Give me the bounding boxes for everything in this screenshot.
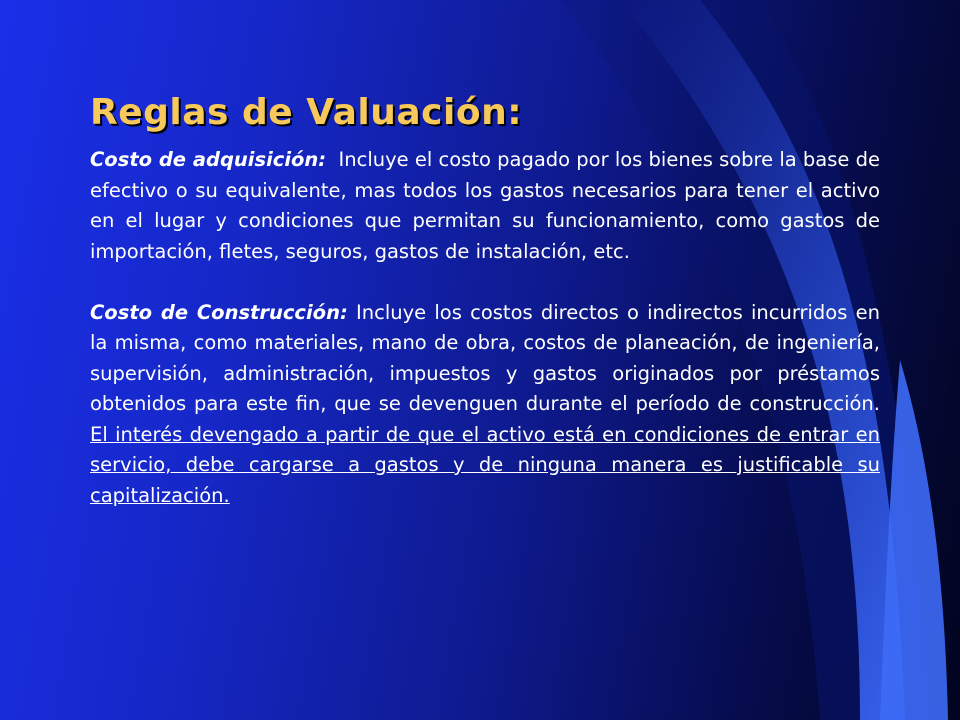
term-construction-cost: Costo de Construcción: — [90, 300, 348, 324]
paragraph-construction-cost — [90, 298, 880, 512]
acquisition-cost-description: Incluye el costo pagado por los bienes sobre la base de efectivo o su equivalente, mas todos los gastos necesarios para tener el activo en el lugar y condiciones que permitan su funcionamiento, como gastos de importación, fletes, seguros, gastos de instalación, etc. — [90, 148, 887, 263]
slide-body — [90, 145, 887, 511]
slide-title: Reglas de Valuación: — [90, 92, 523, 133]
paragraph-acquisition-cost — [90, 145, 887, 267]
term-acquisition-cost: Costo de adquisición: — [90, 148, 327, 171]
construction-cost-underlined-note: El interés devengado a partir de que el activo está en condiciones de entrar en servicio, debe cargarse a gastos y de ninguna manera es justificable su capitalización. — [90, 422, 880, 507]
construction-cost-description: Incluye los costos directos o indirectos incurridos en la misma, como materiales, mano de obra, costos de planeación, de ingeniería, supervisión, administración, impuestos y gastos originados por préstamos obtenidos para este fin, que se devenguen durante el período de construcción. — [90, 300, 880, 415]
